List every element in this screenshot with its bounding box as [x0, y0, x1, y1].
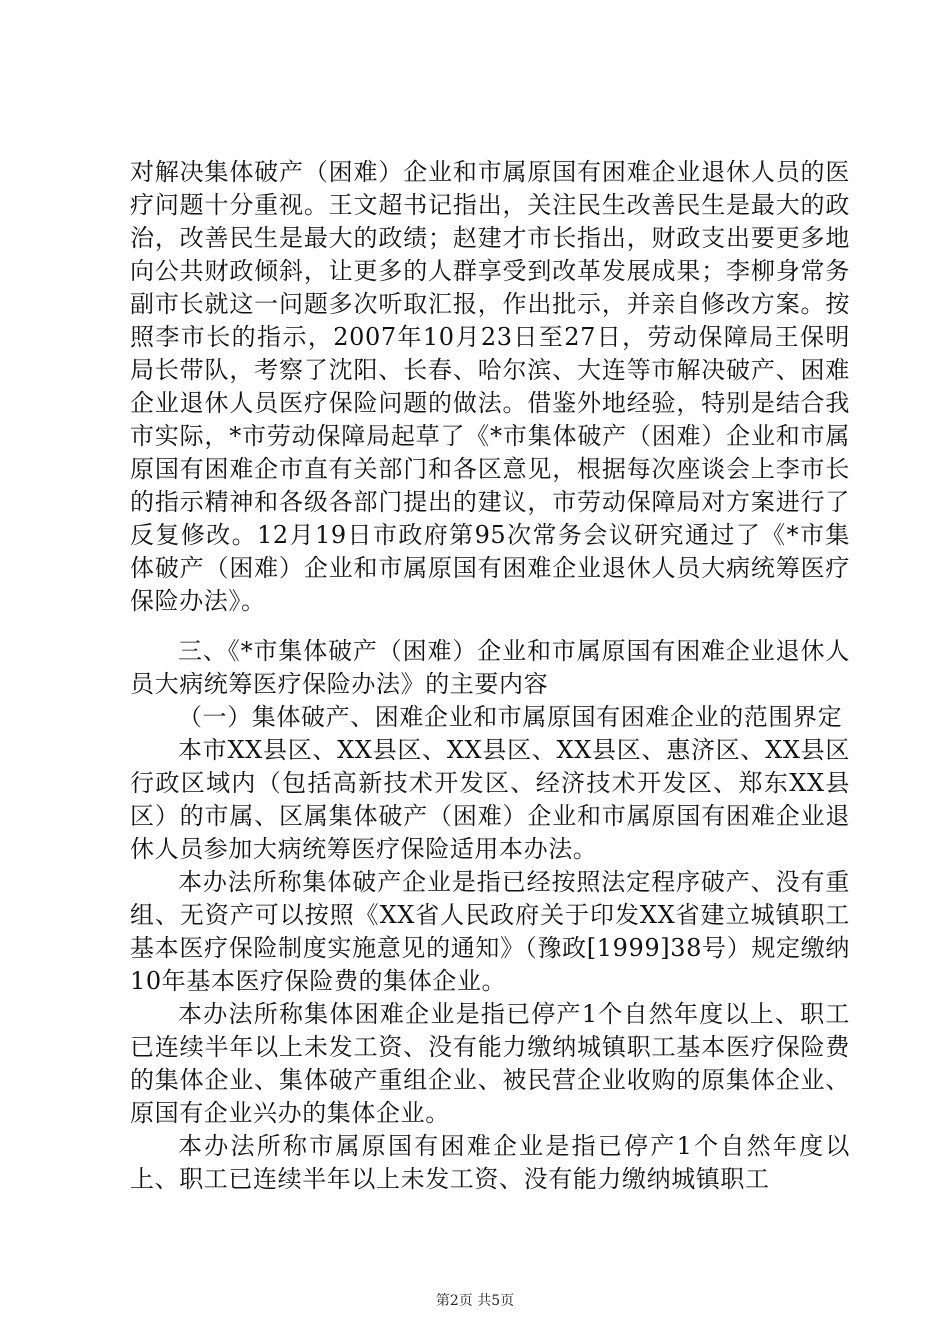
page-footer	[0, 1290, 950, 1310]
body-paragraph-difficult-definition: 本办法所称集体困难企业是指已停产1个自然年度以上、职工已连续半年以上未发工资、没有能力缴纳城镇职工基本医疗保险费的集体企业、集体破产重组企业、被民营企业收购的原集体企业、原国有企业兴办的集体企业。	[130, 1000, 850, 1127]
body-paragraph-state-owned-definition: 本办法所称市属原国有困难企业是指已停产1个自然年度以上、职工已连续半年以上未发工资、没有能力缴纳城镇职工	[130, 1132, 850, 1193]
body-paragraph-bankrupt-definition: 本办法所称集体破产企业是指已经按照法定程序破产、没有重组、无资产可以按照《XX省人民政府关于印发XX省建立城镇职工基本医疗保险制度实施意见的通知》（豫政[1999]38号）规定缴纳10年基本医疗保险费的集体企业。	[130, 868, 850, 995]
section-three	[130, 635, 850, 1196]
section-heading: 三、《*市集体破产（困难）企业和市属原国有困难企业退休人员大病统筹医疗保险办法》的主要内容	[130, 637, 850, 698]
intro-section	[130, 156, 850, 618]
body-paragraph-scope: 本市XX县区、XX县区、XX县区、XX县区、惠济区、XX县区行政区域内（包括高新技术开发区、经济技术开发区、郑东XX县区）的市属、区属集体破产（困难）企业和市属原国有困难企业退休人员参加大病统筹医疗保险适用本办法。	[130, 736, 850, 863]
subsection-heading: （一）集体破产、困难企业和市属原国有困难企业的范围界定	[178, 703, 843, 731]
page-number: 第2页 共5页	[435, 1293, 515, 1309]
intro-paragraph: 对解决集体破产（困难）企业和市属原国有困难企业退休人员的医疗问题十分重视。王文超书记指出，关注民生改善民生是最大的政治，改善民生是最大的政绩；赵建才市长指出，财政支出要更多地向公共财政倾斜，让更多的人群享受到改革发展成果；李柳身常务副市长就这一问题多次听取汇报，作出批示，并亲自修改方案。按照李市长的指示，2007年10月23日至27日，劳动保障局王保明局长带队，考察了沈阳、长春、哈尔滨、大连等市解决破产、困难企业退休人员医疗保险问题的做法。借鉴外地经验，特别是结合我市实际，*市劳动保障局起草了《*市集体破产（困难）企业和市属原国有困难企市直有关部门和各区意见，根据每次座谈会上李市长的指示精神和各级各部门提出的建议，市劳动保障局对方案进行了反复修改。12月19日市政府第95次常务会议研究通过了《*市集体破产（困难）企业和市属原国有困难企业退休人员大病统筹医疗保险办法》。	[130, 158, 850, 615]
